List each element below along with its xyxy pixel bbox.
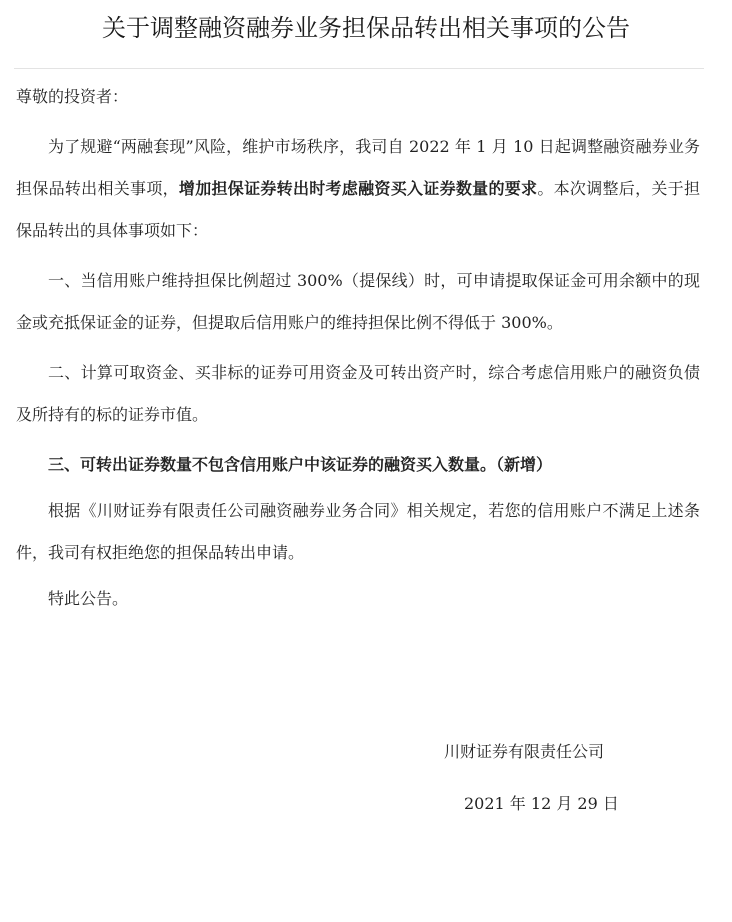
paragraph-item-1: 一、当信用账户维持担保比例超过 300%（提保线）时，可申请提取保证金可用余额中的现金或充抵保证金的证券，但提取后信用账户的维持担保比例不得低于 300%。 (16, 271, 700, 332)
announcement-date: 2021 年 12 月 29 日 (464, 794, 619, 813)
greeting: 尊敬的投资者： (16, 87, 129, 106)
paragraph-intro (16, 126, 700, 252)
paragraph-item-3 (16, 444, 700, 486)
paragraph-item-2: 二、计算可取资金、买非标的证券可用资金及可转出资产时，综合考虑信用账户的融资负债及所持有的标的证券市值。 (16, 363, 700, 424)
intro-emphasis: 增加担保证券转出时考虑融资买入证券数量的要求 (178, 179, 538, 198)
paragraph-contract-note: 根据《川财证券有限责任公司融资融券业务合同》相关规定，若您的信用账户不满足上述条件，我司有权拒绝您的担保品转出申请。 (16, 501, 700, 562)
signature-company: 川财证券有限责任公司 (444, 742, 605, 761)
paragraph-closing: 特此公告。 (48, 589, 129, 608)
intro-text-end: 。本次调整后，关于担保品转出的具体事项如下： (16, 179, 700, 240)
title-divider (14, 68, 704, 69)
announcement-body (16, 76, 700, 628)
item-3-emphasis: 三、可转出证券数量不包含信用账户中该证券的融资买入数量。（新增） (48, 455, 553, 474)
page-title: 关于调整融资融券业务担保品转出相关事项的公告 (102, 14, 630, 42)
intro-text: 为了规避“两融套现”风险，维护市场秩序，我司自 2022 年 1 月 10 日起调整融资融券业务担保品转出相关事项， (16, 137, 700, 198)
